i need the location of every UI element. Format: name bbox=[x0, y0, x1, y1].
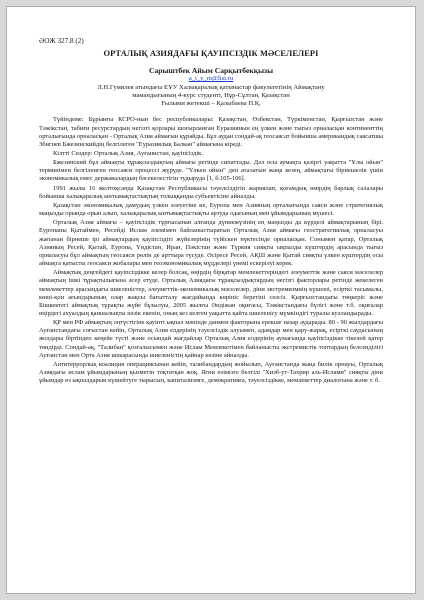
abstract: Түйіндеме: Бұрынғы КСРО-нын бес республикалары: Қазақстан, Өзбекстан, Түркіменстан, Қырғызстан және Тәжікстан, табиғи ресурстардың негізгі қорлары шоғырланған Еуразиянын ең үлкен және тығыз орналасқан континенттің орталығында орналасқан - Орталық Азия аймағын құрайды. Бұл аудан сондай-ақ геосаясат бойынша американдық саясатшы Збигнев Бжезинскийдің белгілеген "Еуразиялық Балкан" аймағына кіреді. bbox=[39, 116, 383, 148]
author-email[interactable] bbox=[39, 75, 383, 84]
udk-code: ӘОЖ 327.8 (2) bbox=[39, 37, 84, 45]
body-paragraph: ҚР мен РФ аймақтың оңтүстігіне қауіпті ықпал мәнінде данмен факторына ерекше назар аударады. 80 - 90 жылдардағы Ауғанстандағы соғыстан кейін, Орталық Азия елдерінің тәуелсіздік алуымен, адамдар мен қару-жарақ, есірткі саудасының жолдары біртіндеп кеңейе түсті және осындай жағдайлар Орталық Азия елдерінің аумағында қауіпсіздікке тікелей қатер төндірді. Сондай-ақ, "Талибан" қозғалысымен және Ислам Мемлекетімен байланысты экстремистік топтардың белсенділігі Ауғанстан мен Орта Азия шекарасында шиеленістің қайнар көзіне айналды. bbox=[39, 319, 383, 359]
body-paragraph: Бжезинский бұл аймақты тұрақсыздықтың аймағы ретінде сипаттады. Дәл осы аумақта қазіргі уақытта "Ұлы ойын" терминімен белгіленген геосаяси процессі жүруде. "Үлкен ойын" деп аталатын жаңа кезең, аймақтағы бірнешелік үшін экономикалық емес державалардың бәсекелестігін тудыруда [1, б.105-106]. bbox=[39, 159, 383, 183]
body-paragraph: Орталық Азия аймағы – қауіпсіздік тұрғысынан алғанда дүниежүзінің ең маңызды да күрделі аймақтарының бірі. Еуропаны Қытаймен, Ресейді Ислам әлемімен байланыстыратын Орталық Азия аймағы геостратегиялық орналасуы жағынан бірнеше ірі аймақтардың қауіпсіздігі жүйелерінің түйіскен нүктесінде орналасқан. Сонымен қатар, Орталық Азияның Ресей, Қытай, Еуропа, Үндістан, Иран, Пәкістан және Түркия сияқты ықпалды күштердің арасында тығыз орналасуы бұл аймақтың геосаяси рөлін де арттыра түсуде. Әсіресе Ресей, АҚШ және Қытай сияқты үлкен күштердің осы аймақта қатысты геосаяси жобалары мен геоэкономикалық мүдделері үнемі ескерілуі керек. bbox=[39, 219, 383, 268]
document-page bbox=[6, 6, 416, 594]
affiliation-line-1: Л.Н.Гумилев атындағы ЕҰУ Халықаралық қатынастар факультетінің Аймақтану bbox=[97, 83, 325, 91]
affiliation-line-2: мамандығының 4-курс студенті, Нұр-Сұлтан, Қазақстан bbox=[132, 91, 290, 99]
keywords: Кілтті Сөздер: Орталық Азия, Ауғанистан, қауіпсіздік. bbox=[53, 150, 203, 158]
body-paragraph: Аймақтық деңгейдегі қауіпсіздікке келер болсақ, өңірдің бірқатар мемлекеттеріндегі әлеуметтік және саяси мәселелер аймақтың ішкі тұрақтылығына әсер етуде. Орталық Азиядағы тұрақсыздықтардың негізгі факторлары ретінде жекелеген мемлекеттер арасындағы шиеленістер, әлеуметтік-экономикалық мәселелер, діни экстремизмнің күшеюі, есірткі тасымалы, көші-қон ағындарының олар жақсы бағытталу жағдайында көрініс беретіні сөзсіз. Қырғызстандағы төңкеріс және Бішкектегі аймақтық тұрақты жүйе бұзылуы, 2005 жылғы Әндіжан оқиғасы, Тәжікстандағы бүлігі және т.б. оқиғалар өңірдегі ахуалдың қаншалықты нәзік екенін, оның кез келген уақытта қайта шиеленісу мүмкіндігі туралы куәландырады. bbox=[39, 269, 383, 317]
body-paragraph: Антитеррорлық коалиция операциясынан кейін, талибандардың жойылып, Ауғанстанда жаңа билік орнауы, Орталық Азиядағы ислам ұйымдарының қызметін тоқтатқан жоқ. Ягни өзімізге белгілі "Хизб-ут-Тахрир аль-Ислами" сияқты діни ұйымдар өз ықпалдарын күшейтуге тырысып, капитализмге, демократияға, тәуелсіздікке, мемлекеттер диалогына және т. б. bbox=[39, 360, 383, 385]
body-paragraph: 1991 жылы 16 желтоқсанда Қазақстан Республикасы тәуелсіздігін жариялап, қоғамдық өмірдің барлық салалары бойынша халықаралық ынтымақтастықтың толыққанды субъектісіне айналды. bbox=[39, 184, 383, 200]
supervisor-line: Ғылыми жетекші – Қалыбаева П.Қ. bbox=[161, 100, 261, 108]
article-title: ОРТАЛЫҚ АЗИЯДАҒЫ ҚАУІПСІЗДІК МӘСЕЛЕЛЕРІ bbox=[103, 49, 319, 58]
body-paragraph: Қазақстан экономикалық дамудың үлкен әлеуетіне ие, Еуропа мен Азияның орталығында саяси және стратегиялық маңызды орында орын алып, халықаралық ынтымақтастықты артуда одағының мен ұйымдарының мүшесі. bbox=[39, 201, 383, 218]
author-name: Сарыштбек Айым Сарқытбекқызы bbox=[148, 66, 274, 75]
email-link[interactable]: a_i_y_m@list.ru bbox=[188, 75, 234, 82]
